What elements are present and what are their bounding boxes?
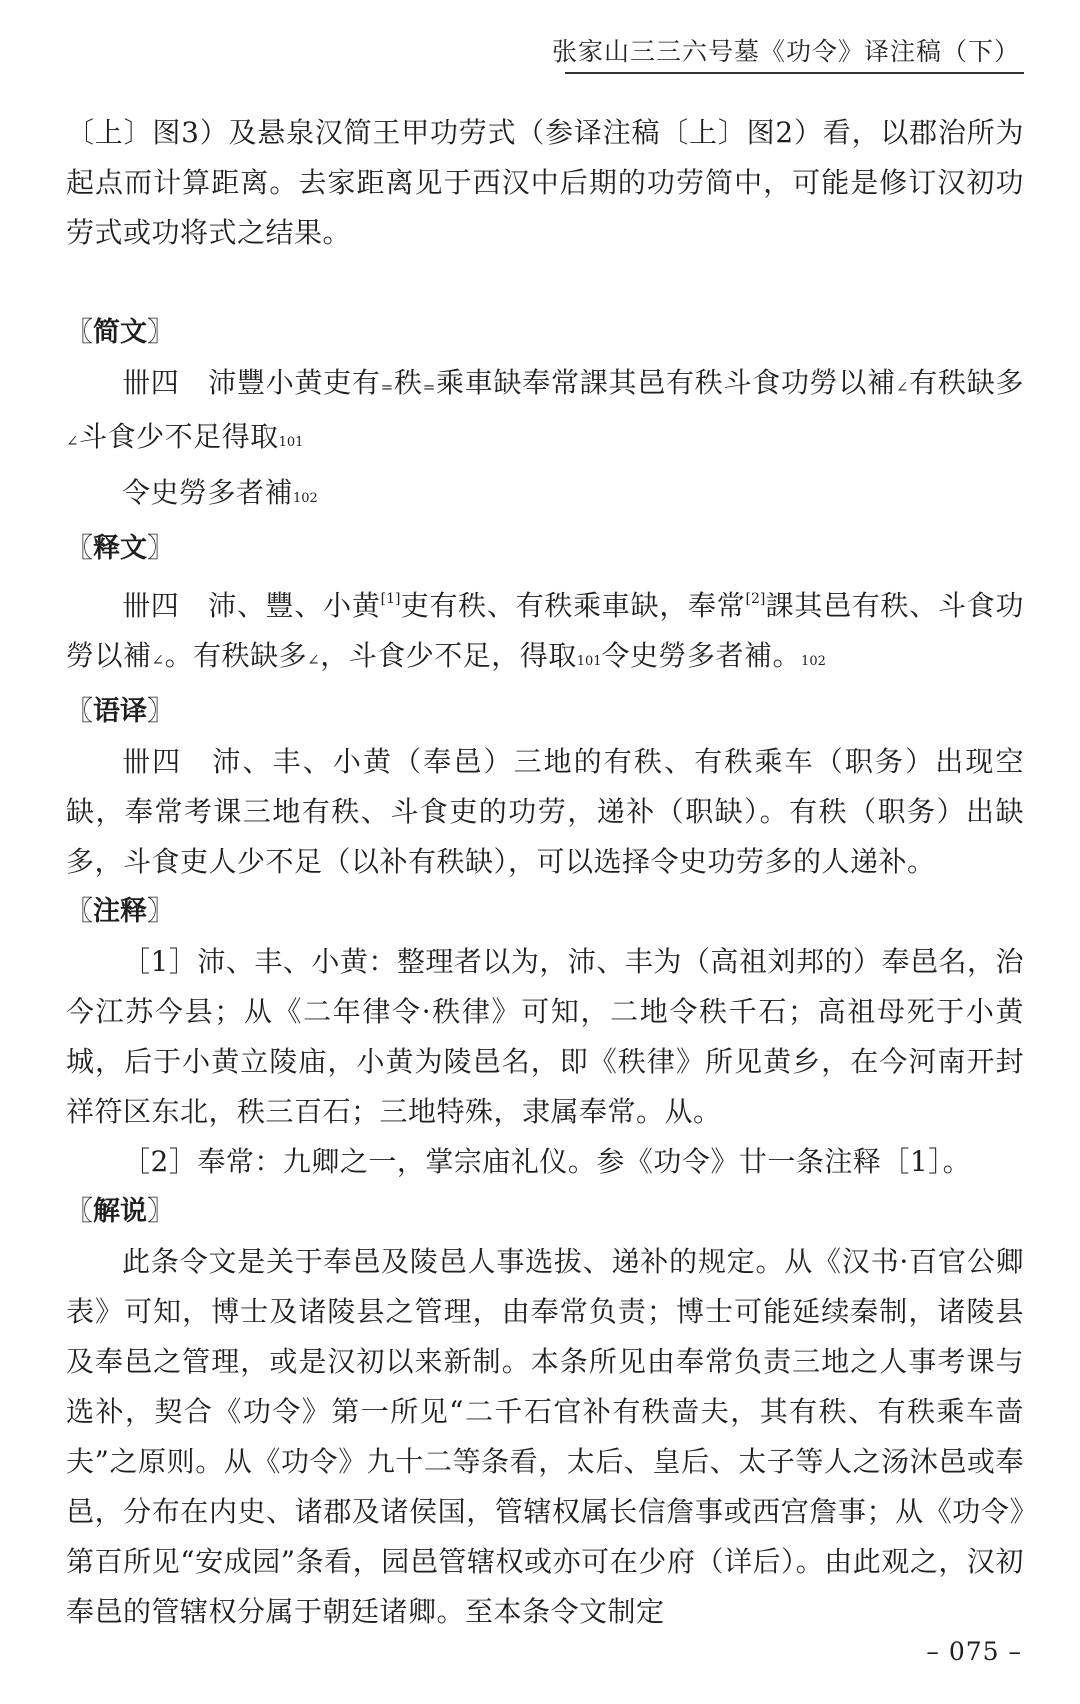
repeat-mark: = [422, 378, 436, 396]
slip-number: 101 [278, 435, 304, 450]
header-rule [565, 72, 1024, 74]
note-ref: [2] [745, 591, 766, 607]
hook-mark: ∠ [151, 651, 165, 669]
running-header: 张家山三三六号墓《功令》译注稿（下） [551, 37, 1020, 66]
slip-number: 102 [293, 491, 318, 506]
note-2: ［2］奉常：九卿之一，掌宗庙礼仪。参《功令》廿一条注释［1］。 [122, 1145, 972, 1178]
yuyi-paragraph: 卌四 沛、丰、小黄（奉邑）三地的有秩、有秩乘车（职务）出现空缺，奉常考课三地有秩、斗食吏的功劳，递补（职缺）。有秩（职务）出缺多，斗食吏人少不足（以补有秩缺），可以选择令史功劳多的人递补。 [66, 745, 1024, 878]
section-heading-yuyi: 〖语译〗 [66, 696, 174, 727]
jieshuo-paragraph: 此条令文是关于奉邑及陵邑人事选拔、递补的规定。从《汉书·百官公卿表》可知，博士及诸陵县之管理，由奉常负责；博士可能延续秦制，诸陵县及奉邑之管理，或是汉初以来新制。本条所见由奉常负责三地之人事考课与选补，契合《功令》第一所见“二千石官补有秩啬夫，其有秩、有秩乘车啬夫”之原则。从《功令》九十二等条看，太后、皇后、太子等人之汤沐邑或奉邑，分布在内史、诸郡及诸侯国，管辖权属长信詹事或西宫詹事；从《功令》第百所见“安成园”条看，园邑管辖权或亦可在少府（详后）。由此观之，汉初奉邑的管辖权分属于朝廷诸卿。至本条令文制定 [66, 1245, 1024, 1628]
body-text [66, 108, 1024, 1637]
hook-mark: ∠ [895, 378, 909, 396]
hook-mark: ∠ [66, 432, 80, 450]
repeat-mark: = [380, 378, 394, 396]
section-heading-jieshuo: 〖解说〗 [66, 1196, 174, 1227]
note-1: ［1］沛、丰、小黄：整理者以为，沛、丰为（高祖刘邦的）奉邑名，治今江苏今县；从《二年律令·秩律》可知，二地令秩千石；高祖母死于小黄城，后于小黄立陵庙，小黄为陵邑名，即《秩律》所见黄乡，在今河南开封祥符区东北，秩三百石；三地特殊，隶属奉常。从。 [66, 945, 1024, 1128]
section-gap [66, 258, 1024, 308]
jianwen-line-1: 卌四 沛豐小黄吏有=秩=乘車缺奉常課其邑有秩斗食功勞以補∠有秩缺多∠斗食少不足得取101 [66, 366, 1024, 453]
section-heading-zhushi: 〖注释〗 [66, 896, 174, 927]
section-heading-jianwen: 〖简文〗 [66, 317, 174, 348]
page-number: – 075 – [926, 1637, 1022, 1666]
intro-paragraph: 〔上〕图3）及悬泉汉简王甲功劳式（参译注稿〔上〕图2）看，以郡治所为起点而计算距离。去家距离见于西汉中后期的功劳简中，可能是修订汉初功劳式或功将式之结果。 [66, 116, 1024, 249]
slip-number: 102 [801, 654, 826, 669]
section-heading-shiwen: 〖释文〗 [66, 533, 174, 564]
hook-mark: ∠ [307, 651, 321, 669]
shiwen-paragraph: 卌四 沛、豐、小黄[1]吏有秩、有秩乘車缺，奉常[2]課其邑有秩、斗食功勞以補∠。有秩缺多∠，斗食少不足，得取101令史勞多者補。102 [66, 589, 1024, 672]
slip-number: 101 [576, 654, 602, 669]
note-ref: [1] [380, 591, 401, 607]
jianwen-line-2: 令史勞多者補102 [122, 476, 318, 509]
